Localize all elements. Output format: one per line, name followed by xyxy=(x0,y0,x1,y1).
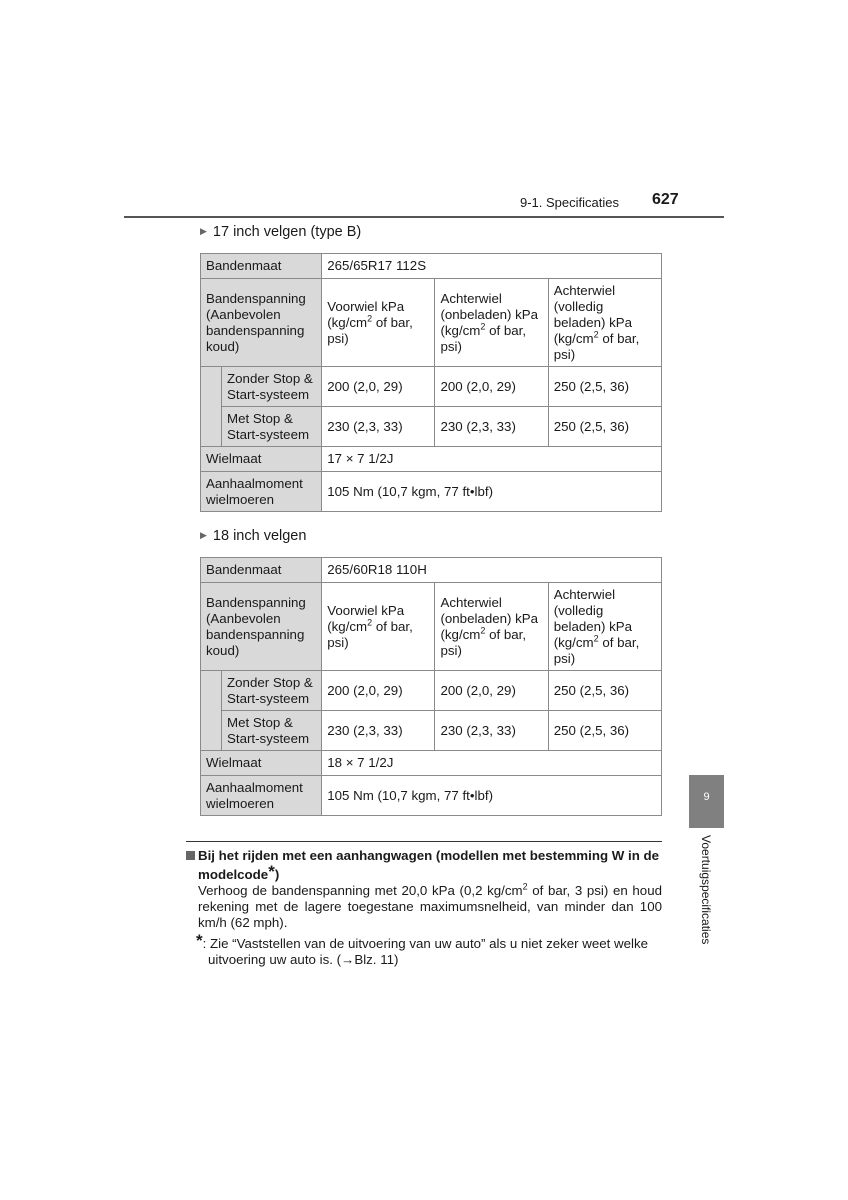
table-heading-text: 18 inch velgen xyxy=(212,528,307,544)
table-row xyxy=(201,711,662,751)
torque-label: Aanhaalmoment wielmoeren xyxy=(201,776,322,816)
cell-rear-laden: 250 (2,5, 36) xyxy=(548,711,661,751)
cell-front: 230 (2,3, 33) xyxy=(322,407,435,447)
tire-size-label: Bandenmaat xyxy=(201,254,322,279)
row-label: Zonder Stop & Start-systeem xyxy=(222,367,322,407)
cell-rear-laden: 250 (2,5, 36) xyxy=(548,407,661,447)
table-row xyxy=(201,671,662,711)
col-header-rear-unladen: Achterwiel (onbeladen) kPa ($kg/cm^2$ of bar, psi) xyxy=(435,279,548,367)
row-group-stub xyxy=(201,671,222,751)
cell-rear-unladen: 200 (2,0, 29) xyxy=(435,671,548,711)
chapter-tab[interactable]: 9 xyxy=(689,775,724,828)
chapter-label: Voertuigspecificaties xyxy=(699,835,713,945)
tire-size-label: Bandenmaat xyxy=(201,558,322,583)
tire-spec-table-18-inch xyxy=(200,557,662,816)
pressure-label: Bandenspanning (Aanbevolen bandenspanning koud) xyxy=(201,279,322,367)
wheel-size-value: 18 × 7 1/2J xyxy=(322,751,662,776)
footnote-mark: * xyxy=(196,931,203,950)
footnote-text: : Zie “Vaststellen van de uitvoering van uw auto” als u niet zeker weet welke uitvoering uw auto is. (→Blz. 11) xyxy=(202,936,649,967)
wheel-size-label: Wielmaat xyxy=(201,751,322,776)
cell-rear-unladen: 200 (2,0, 29) xyxy=(435,367,548,407)
table-row xyxy=(201,407,662,447)
tire-size-value: 265/60R18 110H xyxy=(322,558,662,583)
note-title: Bij het rijden met een aanhangwagen (modellen met bestemming W in de modelcode*) xyxy=(186,848,662,883)
col-header-front: Voorwiel kPa ($kg/cm^2$ of bar, psi) xyxy=(322,279,435,367)
cell-rear-laden: 250 (2,5, 36) xyxy=(548,671,661,711)
row-group-stub xyxy=(201,367,222,447)
table-row xyxy=(201,367,662,407)
cell-rear-unladen: 230 (2,3, 33) xyxy=(435,407,548,447)
towing-note xyxy=(186,848,662,968)
col-header-rear-unladen: Achterwiel (onbeladen) kPa ($kg/cm^2$ of bar, psi) xyxy=(435,583,548,671)
wheel-size-value: 17 × 7 1/2J xyxy=(322,447,662,472)
tire-size-value: 265/65R17 112S xyxy=(322,254,662,279)
table-heading-17-inch xyxy=(200,224,361,240)
page-number: 627 xyxy=(652,191,679,208)
pressure-label: Bandenspanning (Aanbevolen bandenspanning koud) xyxy=(201,583,322,671)
triangle-bullet-icon: ▶ xyxy=(200,530,207,540)
torque-value: 105 Nm (10,7 kgm, 77 ft•lbf) xyxy=(322,472,662,512)
square-bullet-icon xyxy=(186,851,195,860)
torque-value: 105 Nm (10,7 kgm, 77 ft•lbf) xyxy=(322,776,662,816)
cell-front: 200 (2,0, 29) xyxy=(322,671,435,711)
cell-front: 230 (2,3, 33) xyxy=(322,711,435,751)
row-label: Met Stop & Start-systeem xyxy=(222,407,322,447)
note-body: Verhoog de bandenspanning met 20,0 kPa (0,2 $kg/cm^2$ of bar, 3 psi) en houd rekening met de lagere toegestane maximumsnelheid, van minder dan 100 km/h (62 mph). xyxy=(198,881,662,930)
torque-label: Aanhaalmoment wielmoeren xyxy=(201,472,322,512)
table-heading-18-inch xyxy=(200,528,306,544)
table-heading-text: 17 inch velgen (type B) xyxy=(212,224,362,240)
wheel-size-label: Wielmaat xyxy=(201,447,322,472)
row-label: Met Stop & Start-systeem xyxy=(222,711,322,751)
section-title: 9-1. Specificaties xyxy=(520,195,619,210)
tire-spec-table-17-inch xyxy=(200,253,662,512)
footnote xyxy=(196,933,662,968)
triangle-bullet-icon: ▶ xyxy=(200,226,207,236)
cell-front: 200 (2,0, 29) xyxy=(322,367,435,407)
col-header-front: Voorwiel kPa ($kg/cm^2$ of bar, psi) xyxy=(322,583,435,671)
row-label: Zonder Stop & Start-systeem xyxy=(222,671,322,711)
col-header-rear-laden: Achterwiel (volledig beladen) kPa ($kg/cm^2$ of bar, psi) xyxy=(548,279,661,367)
col-header-rear-laden: Achterwiel (volledig beladen) kPa ($kg/cm^2$ of bar, psi) xyxy=(548,583,661,671)
note-divider xyxy=(186,841,662,842)
header-divider xyxy=(124,216,724,218)
cell-rear-unladen: 230 (2,3, 33) xyxy=(435,711,548,751)
cell-rear-laden: 250 (2,5, 36) xyxy=(548,367,661,407)
